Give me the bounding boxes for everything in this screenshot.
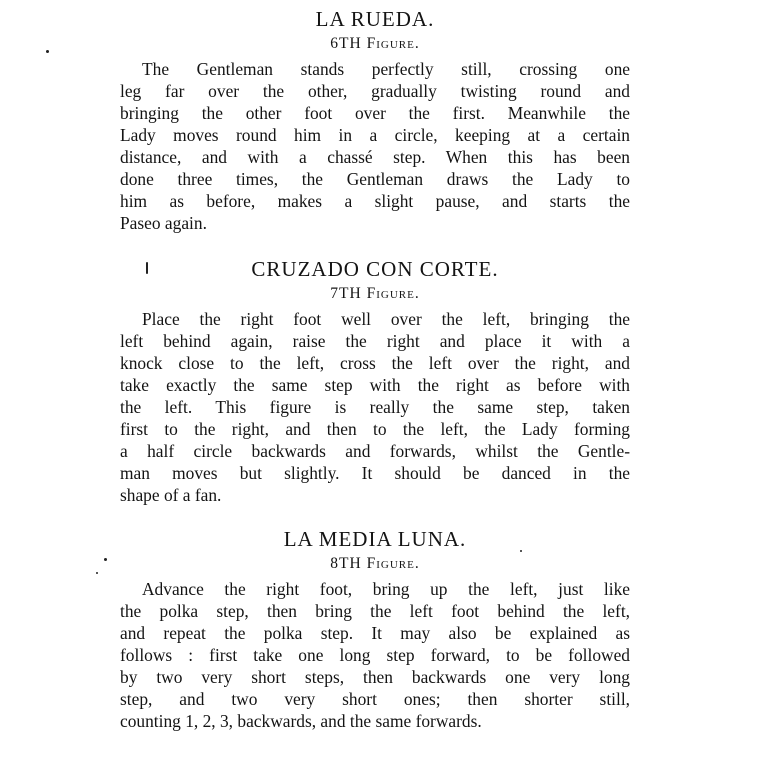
text-line: by two very short steps, then backwards one very long [120,667,630,687]
text-line: man moves but slightly. It should be danced in the [120,463,630,483]
scan-speck [146,262,148,274]
text-line: the polka step, then bring the left foot behind the left, [120,601,630,621]
figure-word: Figure. [366,35,420,52]
scan-speck [104,558,107,561]
paragraph [120,58,630,234]
figure-heading [120,32,630,56]
text-line: follows : first take one long step forward, to be followed [120,645,630,665]
section-title: CRUZADO CON CORTE. [251,257,499,281]
text-line: Lady moves round him in a circle, keeping at a certain [120,125,630,145]
text-line: first to the right, and then to the left, the Lady forming [120,419,630,439]
figure-heading [120,552,630,576]
text-line: The Gentleman stands perfectly still, crossing one [142,59,630,79]
text-line: distance, and with a chassé step. When this has been [120,147,630,167]
paragraph [120,308,630,506]
text-line: leg far over the other, gradually twisting round and [120,81,630,101]
text-line: the left. This figure is really the same step, taken [120,397,630,417]
document-page [120,6,630,732]
section-la-media-luna [120,526,630,732]
text-line: left behind again, raise the right and place it with a [120,331,630,351]
text-line: him as before, makes a slight pause, and starts the [120,191,630,211]
text-line: take exactly the same step with the right as before with [120,375,630,395]
text-line: a half circle backwards and forwards, whilst the Gentle- [120,441,630,461]
text-line: Place the right foot well over the left, bringing the [142,309,630,329]
figure-heading [120,282,630,306]
section-title: LA MEDIA LUNA. [283,527,467,551]
figure-word: Figure. [366,285,420,302]
text-line: and repeat the polka step. It may also be explained as [120,623,630,643]
figure-number: 6TH [330,35,362,52]
figure-number: 8TH [330,555,362,572]
section-cruzado-con-corte [120,256,630,506]
section-la-rueda [120,6,630,234]
paragraph [120,578,630,732]
text-line: done three times, the Gentleman draws the Lady to [120,169,630,189]
text-line: knock close to the left, cross the left over the right, and [120,353,630,373]
text-line: shape of a fan. [120,485,222,505]
text-line: counting 1, 2, 3, backwards, and the same forwards. [120,711,482,731]
scan-speck [520,550,522,552]
scan-speck [96,572,98,574]
figure-number: 7TH [330,285,362,302]
text-line: bringing the other foot over the first. Meanwhile the [120,103,630,123]
figure-word: Figure. [366,555,420,572]
scan-speck [46,50,49,53]
text-line: Paseo again. [120,213,207,233]
text-line: Advance the right foot, bring up the left, just like [142,579,630,599]
text-line: step, and two very short ones; then shorter still, [120,689,630,709]
section-title: LA RUEDA. [315,7,435,31]
